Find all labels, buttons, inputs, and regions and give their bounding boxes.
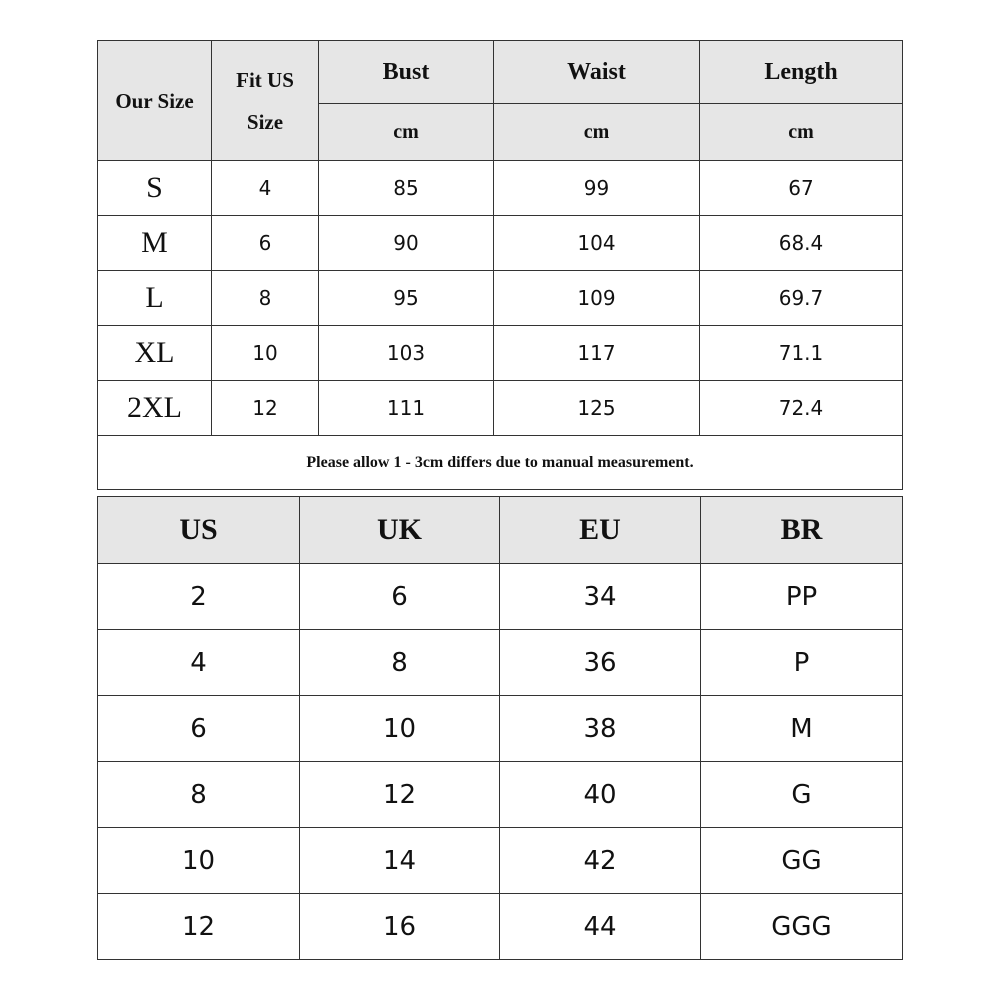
size-cell-bust: 103 bbox=[319, 326, 494, 381]
conv-cell: 38 bbox=[500, 696, 701, 762]
size-cell-size: M bbox=[98, 216, 212, 271]
size-cell-waist: 117 bbox=[494, 326, 700, 381]
size-cell-length: 71.1 bbox=[700, 326, 903, 381]
conv-cell: GGG bbox=[701, 894, 903, 960]
size-cell-fit-us: 10 bbox=[212, 326, 319, 381]
size-cell-fit-us: 12 bbox=[212, 381, 319, 436]
size-cell-size: S bbox=[98, 161, 212, 216]
size-cell-fit-us: 8 bbox=[212, 271, 319, 326]
size-cell-bust: 111 bbox=[319, 381, 494, 436]
size-row bbox=[98, 271, 903, 326]
conv-cell: GG bbox=[701, 828, 903, 894]
size-cell-waist: 125 bbox=[494, 381, 700, 436]
conv-header-us: US bbox=[98, 497, 300, 564]
measurement-note: Please allow 1 - 3cm differs due to manual measurement. bbox=[98, 436, 903, 490]
header-our-size: Our Size bbox=[98, 41, 212, 161]
size-cell-fit-us: 4 bbox=[212, 161, 319, 216]
conv-row bbox=[98, 564, 903, 630]
conv-header-uk: UK bbox=[300, 497, 500, 564]
conv-cell: 10 bbox=[300, 696, 500, 762]
conv-cell: 12 bbox=[98, 894, 300, 960]
size-cell-bust: 95 bbox=[319, 271, 494, 326]
size-cell-waist: 104 bbox=[494, 216, 700, 271]
header-waist: Waist bbox=[494, 41, 700, 104]
conv-cell: PP bbox=[701, 564, 903, 630]
size-conversion-table bbox=[97, 496, 903, 960]
size-cell-size: XL bbox=[98, 326, 212, 381]
conv-cell: 36 bbox=[500, 630, 701, 696]
size-cell-size: L bbox=[98, 271, 212, 326]
conv-cell: 6 bbox=[98, 696, 300, 762]
conv-cell: 8 bbox=[98, 762, 300, 828]
conv-cell: 40 bbox=[500, 762, 701, 828]
size-cell-length: 68.4 bbox=[700, 216, 903, 271]
conv-row bbox=[98, 762, 903, 828]
size-cell-length: 72.4 bbox=[700, 381, 903, 436]
conv-cell: G bbox=[701, 762, 903, 828]
conv-row bbox=[98, 696, 903, 762]
size-cell-bust: 90 bbox=[319, 216, 494, 271]
size-cell-length: 69.7 bbox=[700, 271, 903, 326]
size-row bbox=[98, 381, 903, 436]
conv-cell: 42 bbox=[500, 828, 701, 894]
size-cell-length: 67 bbox=[700, 161, 903, 216]
conv-row bbox=[98, 630, 903, 696]
size-cell-bust: 85 bbox=[319, 161, 494, 216]
conv-row bbox=[98, 894, 903, 960]
size-cell-fit-us: 6 bbox=[212, 216, 319, 271]
conv-cell: P bbox=[701, 630, 903, 696]
header-bust: Bust bbox=[319, 41, 494, 104]
size-row bbox=[98, 326, 903, 381]
conv-row bbox=[98, 828, 903, 894]
size-row bbox=[98, 161, 903, 216]
conv-cell: 6 bbox=[300, 564, 500, 630]
header-length: Length bbox=[700, 41, 903, 104]
conv-cell: 4 bbox=[98, 630, 300, 696]
conv-cell: M bbox=[701, 696, 903, 762]
conv-cell: 14 bbox=[300, 828, 500, 894]
conv-cell: 8 bbox=[300, 630, 500, 696]
size-row bbox=[98, 216, 903, 271]
conv-cell: 34 bbox=[500, 564, 701, 630]
header-length-unit: cm bbox=[700, 104, 903, 161]
size-chart-table bbox=[97, 40, 903, 490]
conv-cell: 12 bbox=[300, 762, 500, 828]
conv-cell: 44 bbox=[500, 894, 701, 960]
size-cell-waist: 99 bbox=[494, 161, 700, 216]
size-cell-waist: 109 bbox=[494, 271, 700, 326]
header-bust-unit: cm bbox=[319, 104, 494, 161]
size-cell-size: 2XL bbox=[98, 381, 212, 436]
conv-cell: 10 bbox=[98, 828, 300, 894]
conv-cell: 2 bbox=[98, 564, 300, 630]
conv-header-eu: EU bbox=[500, 497, 701, 564]
conv-header-br: BR bbox=[701, 497, 903, 564]
header-waist-unit: cm bbox=[494, 104, 700, 161]
conv-cell: 16 bbox=[300, 894, 500, 960]
header-fit-us-size: Fit US Size bbox=[212, 41, 319, 161]
